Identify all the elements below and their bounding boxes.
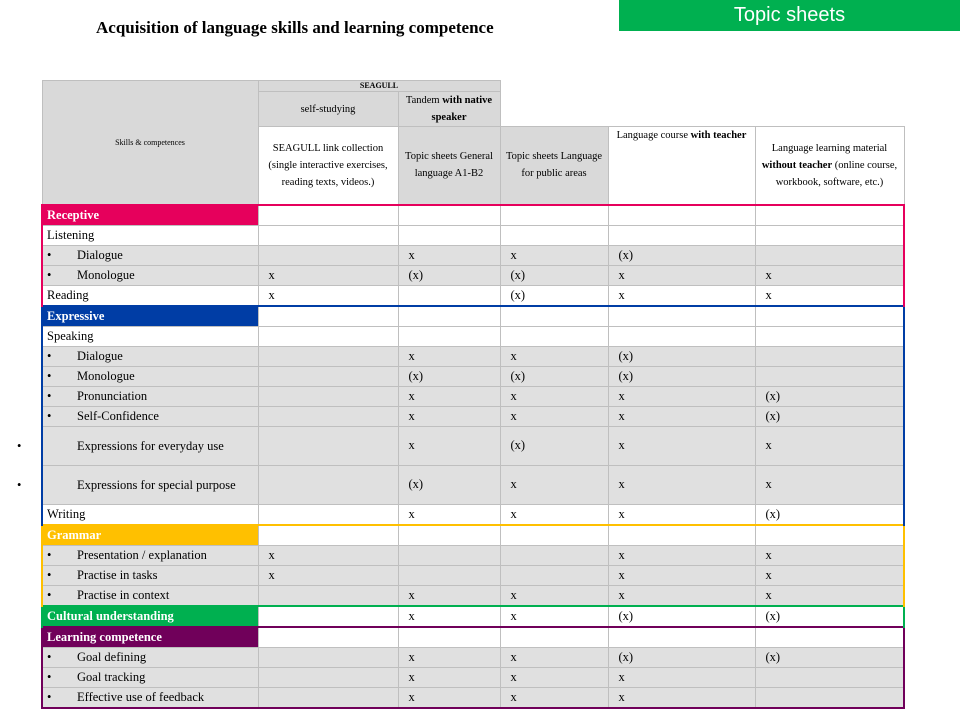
cell-col4: x (608, 386, 755, 406)
table-row (42, 627, 904, 648)
cell-col2: x (398, 504, 500, 525)
table-row (42, 426, 904, 465)
cell-col5: x (755, 585, 904, 606)
cell-col1: x (258, 565, 398, 585)
row-label-text: Cultural understanding (47, 608, 174, 623)
bullet-icon: • (47, 247, 52, 262)
table-row (42, 406, 904, 426)
cell-col1: x (258, 545, 398, 565)
cell-col5 (755, 525, 904, 546)
row-label (42, 565, 258, 585)
cell-col4 (608, 525, 755, 546)
table-row (42, 225, 904, 245)
cell-col4: x (608, 585, 755, 606)
cell-col2: x (398, 406, 500, 426)
row-label-text: Speaking (47, 328, 94, 343)
row-label (42, 386, 258, 406)
cell-col4: x (608, 265, 755, 285)
row-label (42, 525, 258, 546)
table-row (42, 386, 904, 406)
col3-header: Topic sheets Language for public areas (500, 127, 608, 205)
cell-col3: x (500, 647, 608, 667)
cell-col2 (398, 326, 500, 346)
cell-col1 (258, 326, 398, 346)
cell-col3: x (500, 606, 608, 627)
cell-col3: x (500, 667, 608, 687)
row-label-text: Writing (47, 506, 86, 521)
cell-col4: x (608, 406, 755, 426)
table-row (42, 265, 904, 285)
cell-col3: x (500, 585, 608, 606)
table-row (42, 687, 904, 708)
cell-col3: x (500, 687, 608, 708)
row-label-text: Goal tracking (77, 669, 146, 684)
cell-col5: x (755, 545, 904, 565)
row-label-text: Self-Confidence (77, 408, 159, 423)
cell-col3: x (500, 504, 608, 525)
cell-col5: (x) (755, 386, 904, 406)
seagull-header-cell (258, 81, 500, 92)
row-label (42, 326, 258, 346)
skills-header-cell (42, 81, 258, 205)
cell-col5: (x) (755, 504, 904, 525)
table-row (42, 245, 904, 265)
cell-col1 (258, 406, 398, 426)
cell-col1 (258, 627, 398, 648)
cell-col4 (608, 306, 755, 327)
row-label-text: Expressive (47, 308, 105, 323)
tandem-header-cell (398, 92, 500, 127)
cell-col4: x (608, 667, 755, 687)
table-row (42, 504, 904, 525)
page-title: Acquisition of language skills and learning competence (96, 18, 494, 37)
table-row (42, 525, 904, 546)
row-label-text: Reading (47, 287, 89, 302)
table-row (42, 585, 904, 606)
bullet-icon: • (47, 587, 52, 602)
empty-header (500, 81, 904, 127)
row-label-text: Presentation / explanation (77, 547, 207, 562)
row-label-text: Monologue (77, 267, 135, 282)
cell-col1 (258, 386, 398, 406)
col4-header-bold: with teacher (690, 130, 747, 141)
cell-col5 (755, 306, 904, 327)
row-label (42, 225, 258, 245)
row-label-text: Goal defining (77, 649, 147, 664)
bullet-icon: • (47, 388, 52, 403)
cell-col1 (258, 606, 398, 627)
cell-col4: x (608, 426, 755, 465)
cell-col3: (x) (500, 265, 608, 285)
row-label (42, 687, 258, 708)
row-label (42, 265, 258, 285)
skills-table (17, 80, 905, 709)
cell-col5 (755, 205, 904, 226)
bullet-icon: • (47, 689, 52, 704)
cell-col3: x (500, 386, 608, 406)
cell-col1: x (258, 265, 398, 285)
row-label-text: Grammar (47, 527, 102, 542)
row-label (42, 245, 258, 265)
row-label (42, 285, 258, 306)
cell-col2: x (398, 647, 500, 667)
row-label (42, 406, 258, 426)
cell-col5: x (755, 465, 904, 504)
cell-col1 (258, 245, 398, 265)
col2-header: Topic sheets General language A1-B2 (398, 127, 500, 205)
row-label (42, 627, 258, 648)
row-label (42, 647, 258, 667)
cell-col5: x (755, 426, 904, 465)
cell-col5 (755, 366, 904, 386)
cell-col1 (258, 205, 398, 226)
table-row (42, 647, 904, 667)
row-label (42, 205, 258, 226)
row-label-text: Listening (47, 227, 95, 242)
row-label-text: Pronunciation (77, 388, 148, 403)
bullet-icon: • (47, 567, 52, 582)
cell-col1 (258, 687, 398, 708)
cell-col4: (x) (608, 346, 755, 366)
table-row (42, 606, 904, 627)
bullet-icon: • (17, 438, 22, 453)
cell-col5: x (755, 285, 904, 306)
cell-col2 (398, 205, 500, 226)
cell-col2: x (398, 667, 500, 687)
table-row (42, 306, 904, 327)
topic-sheets-badge: Topic sheets (619, 0, 960, 31)
cell-col5 (755, 225, 904, 245)
cell-col5 (755, 326, 904, 346)
cell-col2: (x) (398, 465, 500, 504)
bullet-icon: • (47, 408, 52, 423)
cell-col4: (x) (608, 647, 755, 667)
cell-col5 (755, 687, 904, 708)
row-label-text: Dialogue (77, 247, 123, 262)
table-row (42, 465, 904, 504)
cell-col3: (x) (500, 366, 608, 386)
cell-col4: x (608, 687, 755, 708)
table-row (42, 326, 904, 346)
cell-col3 (500, 306, 608, 327)
cell-col3 (500, 545, 608, 565)
cell-col3: (x) (500, 285, 608, 306)
cell-col4: (x) (608, 606, 755, 627)
col4-header-cell (608, 127, 755, 205)
cell-col4 (608, 205, 755, 226)
cell-col1 (258, 306, 398, 327)
table-row (42, 366, 904, 386)
cell-col1 (258, 667, 398, 687)
col5-header-bold: without teacher (761, 159, 833, 171)
cell-col2 (398, 545, 500, 565)
cell-col4: x (608, 504, 755, 525)
cell-col1 (258, 366, 398, 386)
cell-col2 (398, 225, 500, 245)
row-label-text: Expressions for special purpose (77, 477, 236, 492)
cell-col2: x (398, 245, 500, 265)
cell-col5: x (755, 565, 904, 585)
cell-col3: x (500, 465, 608, 504)
cell-col3: x (500, 346, 608, 366)
cell-col1 (258, 525, 398, 546)
row-label-text: Practise in context (77, 587, 170, 602)
cell-col4: x (608, 285, 755, 306)
cell-col4: x (608, 545, 755, 565)
cell-col5: (x) (755, 406, 904, 426)
cell-col3 (500, 326, 608, 346)
row-label (17, 426, 258, 465)
bullet-icon: • (47, 368, 52, 383)
row-label (42, 504, 258, 525)
cell-col2: x (398, 426, 500, 465)
cell-col3 (500, 525, 608, 546)
cell-col5: (x) (755, 606, 904, 627)
cell-col1 (258, 504, 398, 525)
row-label-text: Learning competence (47, 629, 162, 644)
cell-col1 (258, 225, 398, 245)
row-label-text: Monologue (77, 368, 135, 383)
cell-col3 (500, 205, 608, 226)
col5-header-pre: Language learning material (771, 142, 888, 154)
seagull-header: SEAGULL (359, 81, 399, 90)
cell-col3: (x) (500, 426, 608, 465)
self-studying-header: self-studying (258, 92, 398, 127)
row-label (42, 306, 258, 327)
row-label (17, 465, 258, 504)
cell-col5 (755, 245, 904, 265)
table-row (42, 285, 904, 306)
bullet-icon: • (17, 477, 22, 492)
cell-col4: (x) (608, 245, 755, 265)
cell-col1 (258, 346, 398, 366)
cell-col2 (398, 306, 500, 327)
tandem-header-bold: with native speaker (431, 95, 493, 123)
cell-col4: x (608, 465, 755, 504)
cell-col2: x (398, 346, 500, 366)
bullet-icon: • (47, 669, 52, 684)
cell-col4: (x) (608, 366, 755, 386)
cell-col5: x (755, 265, 904, 285)
skills-header: Skills & competences (115, 137, 185, 147)
cell-col2: x (398, 606, 500, 627)
table-row (42, 545, 904, 565)
cell-col2: x (398, 687, 500, 708)
cell-col2: x (398, 585, 500, 606)
cell-col4: x (608, 565, 755, 585)
row-label-text: Practise in tasks (77, 567, 158, 582)
col4-header-pre: Language course (616, 130, 691, 141)
row-label-text: Dialogue (77, 348, 123, 363)
cell-col5 (755, 667, 904, 687)
cell-col2 (398, 525, 500, 546)
row-label (42, 366, 258, 386)
cell-col3 (500, 627, 608, 648)
col5-header-post: (online course, workbook, software, etc.) (775, 159, 898, 188)
table-row (42, 565, 904, 585)
cell-col3: x (500, 406, 608, 426)
cell-col5 (755, 627, 904, 648)
cell-col4 (608, 326, 755, 346)
row-label-text: Expressions for everyday use (77, 438, 224, 453)
cell-col1 (258, 465, 398, 504)
bullet-icon: • (47, 547, 52, 562)
col5-header-cell (755, 127, 904, 205)
cell-col2: (x) (398, 366, 500, 386)
row-label (42, 667, 258, 687)
cell-col2: x (398, 386, 500, 406)
table-row (42, 667, 904, 687)
row-label (42, 585, 258, 606)
cell-col1 (258, 585, 398, 606)
tandem-header-pre: Tandem (405, 95, 443, 106)
row-label-text: Receptive (47, 207, 100, 222)
cell-col2: (x) (398, 265, 500, 285)
cell-col1 (258, 426, 398, 465)
bullet-icon: • (47, 267, 52, 282)
cell-col3 (500, 225, 608, 245)
cell-col2 (398, 285, 500, 306)
cell-col2 (398, 565, 500, 585)
cell-col4 (608, 627, 755, 648)
cell-col2 (398, 627, 500, 648)
cell-col5 (755, 346, 904, 366)
row-label-text: Effective use of feedback (77, 689, 205, 704)
table-row (42, 346, 904, 366)
cell-col3: x (500, 245, 608, 265)
bullet-icon: • (47, 649, 52, 664)
cell-col5: (x) (755, 647, 904, 667)
row-label (42, 346, 258, 366)
row-label (42, 606, 258, 627)
cell-col1 (258, 647, 398, 667)
cell-col4 (608, 225, 755, 245)
col1-header: SEAGULL link collection (single interactive exercises, reading texts, videos.) (258, 127, 398, 205)
cell-col3 (500, 565, 608, 585)
table-row (42, 205, 904, 226)
cell-col1: x (258, 285, 398, 306)
bullet-icon: • (47, 348, 52, 363)
row-label (42, 545, 258, 565)
